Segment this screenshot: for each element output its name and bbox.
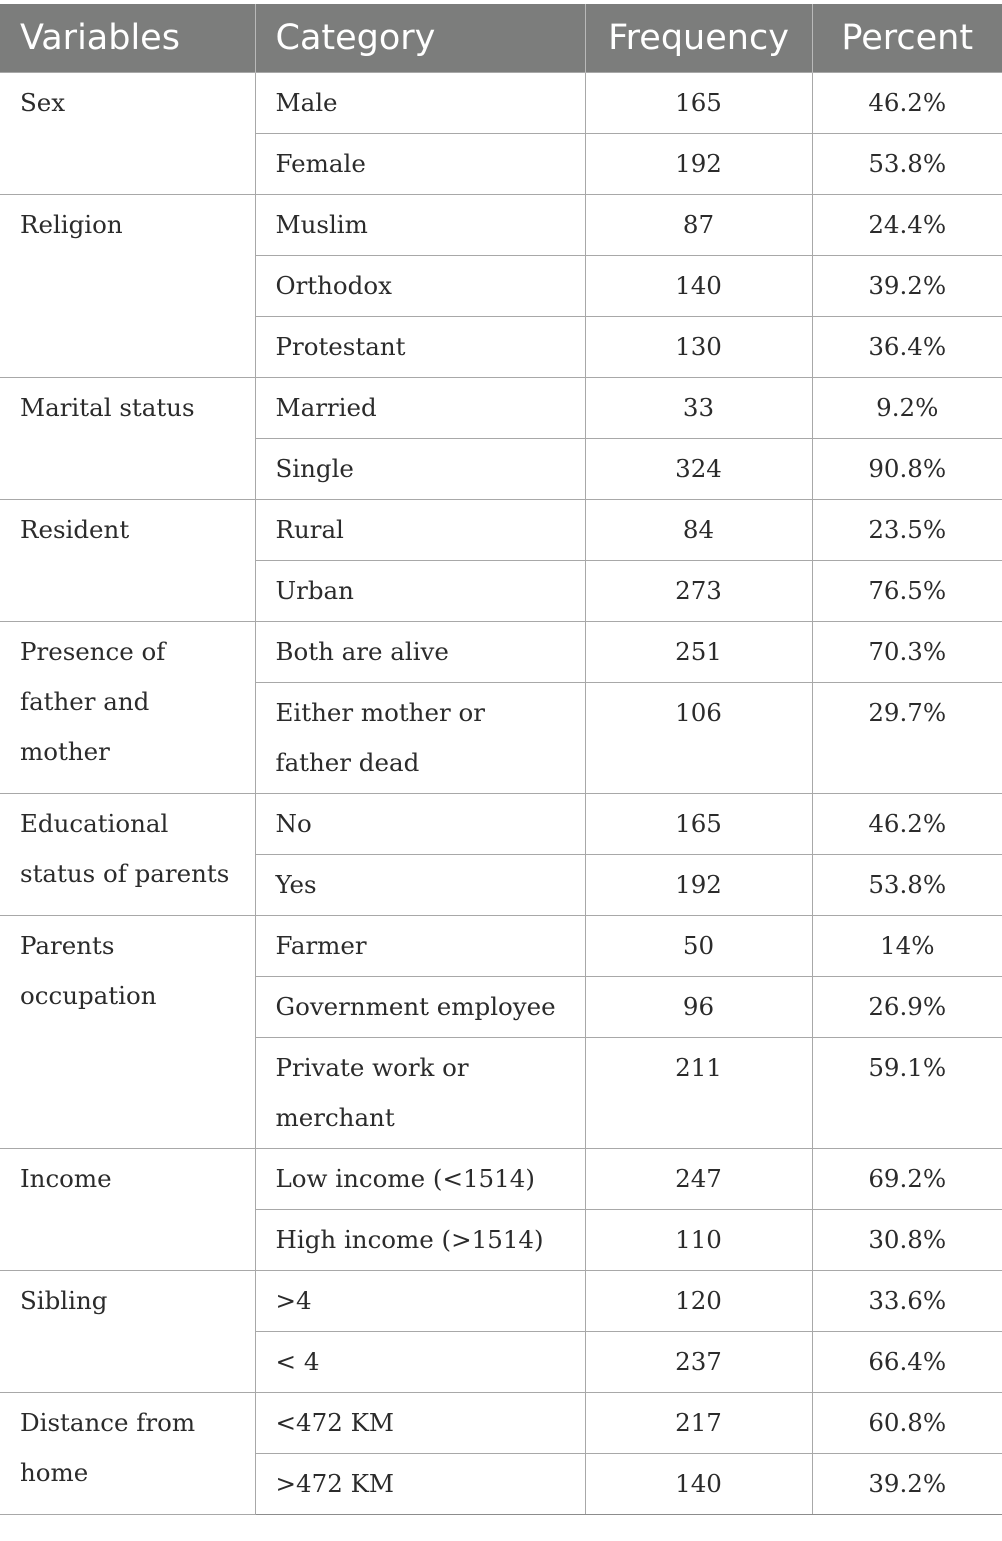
category-cell: Muslim [255,195,585,256]
percent-cell: 70.3% [812,622,1002,683]
category-cell: Both are alive [255,622,585,683]
frequency-cell: 165 [585,794,812,855]
percent-cell: 59.1% [812,1038,1002,1149]
frequency-cell: 33 [585,378,812,439]
percent-cell: 30.8% [812,1210,1002,1271]
category-cell: Single [255,439,585,500]
frequency-cell: 237 [585,1332,812,1393]
frequency-cell: 217 [585,1393,812,1454]
variable-cell: Sibling [0,1271,255,1393]
percent-cell: 66.4% [812,1332,1002,1393]
frequency-cell: 211 [585,1038,812,1149]
category-cell: Yes [255,855,585,916]
percent-cell: 90.8% [812,439,1002,500]
frequency-cell: 247 [585,1149,812,1210]
category-cell: Low income (<1514) [255,1149,585,1210]
percent-cell: 33.6% [812,1271,1002,1332]
percent-cell: 9.2% [812,378,1002,439]
percent-cell: 14% [812,916,1002,977]
percent-cell: 29.7% [812,683,1002,794]
frequency-cell: 84 [585,500,812,561]
variable-cell: Distance from home [0,1393,255,1515]
percent-cell: 53.8% [812,855,1002,916]
frequency-cell: 130 [585,317,812,378]
variable-cell: Presence of father and mother [0,622,255,794]
table-row [0,1393,1002,1454]
category-cell: Female [255,134,585,195]
category-cell: High income (>1514) [255,1210,585,1271]
category-cell: Male [255,73,585,134]
table-row [0,1271,1002,1332]
table-row [0,73,1002,134]
frequency-cell: 87 [585,195,812,256]
frequency-cell: 140 [585,1454,812,1515]
category-cell: Private work or merchant [255,1038,585,1149]
frequency-cell: 273 [585,561,812,622]
table-row [0,794,1002,855]
frequency-cell: 165 [585,73,812,134]
percent-cell: 23.5% [812,500,1002,561]
category-cell: Either mother or father dead [255,683,585,794]
category-cell: <472 KM [255,1393,585,1454]
table-row [0,916,1002,977]
header-percent: Percent [812,4,1002,73]
frequency-cell: 251 [585,622,812,683]
table-row [0,195,1002,256]
variable-cell: Educational status of parents [0,794,255,916]
category-cell: Rural [255,500,585,561]
category-cell: Protestant [255,317,585,378]
frequency-cell: 140 [585,256,812,317]
frequency-cell: 106 [585,683,812,794]
percent-cell: 24.4% [812,195,1002,256]
percent-cell: 46.2% [812,73,1002,134]
table-row [0,378,1002,439]
category-cell: Orthodox [255,256,585,317]
header-row [0,4,1002,73]
variable-cell: Religion [0,195,255,378]
percent-cell: 39.2% [812,256,1002,317]
table-body [0,73,1002,1515]
frequency-cell: 192 [585,855,812,916]
variable-cell: Income [0,1149,255,1271]
category-cell: >4 [255,1271,585,1332]
frequency-cell: 96 [585,977,812,1038]
category-cell: Government employee [255,977,585,1038]
category-cell: Married [255,378,585,439]
category-cell: < 4 [255,1332,585,1393]
category-cell: Farmer [255,916,585,977]
frequency-cell: 50 [585,916,812,977]
header-category: Category [255,4,585,73]
percent-cell: 36.4% [812,317,1002,378]
percent-cell: 69.2% [812,1149,1002,1210]
variable-cell: Marital status [0,378,255,500]
frequency-cell: 192 [585,134,812,195]
percent-cell: 60.8% [812,1393,1002,1454]
frequency-cell: 110 [585,1210,812,1271]
table-row [0,622,1002,683]
frequency-cell: 120 [585,1271,812,1332]
percent-cell: 26.9% [812,977,1002,1038]
category-cell: No [255,794,585,855]
variable-cell: Resident [0,500,255,622]
category-cell: Urban [255,561,585,622]
header-frequency: Frequency [585,4,812,73]
table-row [0,500,1002,561]
variable-cell: Parents occupation [0,916,255,1149]
category-cell: >472 KM [255,1454,585,1515]
percent-cell: 53.8% [812,134,1002,195]
percent-cell: 39.2% [812,1454,1002,1515]
percent-cell: 76.5% [812,561,1002,622]
percent-cell: 46.2% [812,794,1002,855]
table-row [0,1149,1002,1210]
frequency-cell: 324 [585,439,812,500]
header-variables: Variables [0,4,255,73]
data-table [0,4,1002,1515]
table-header [0,4,1002,73]
variable-cell: Sex [0,73,255,195]
